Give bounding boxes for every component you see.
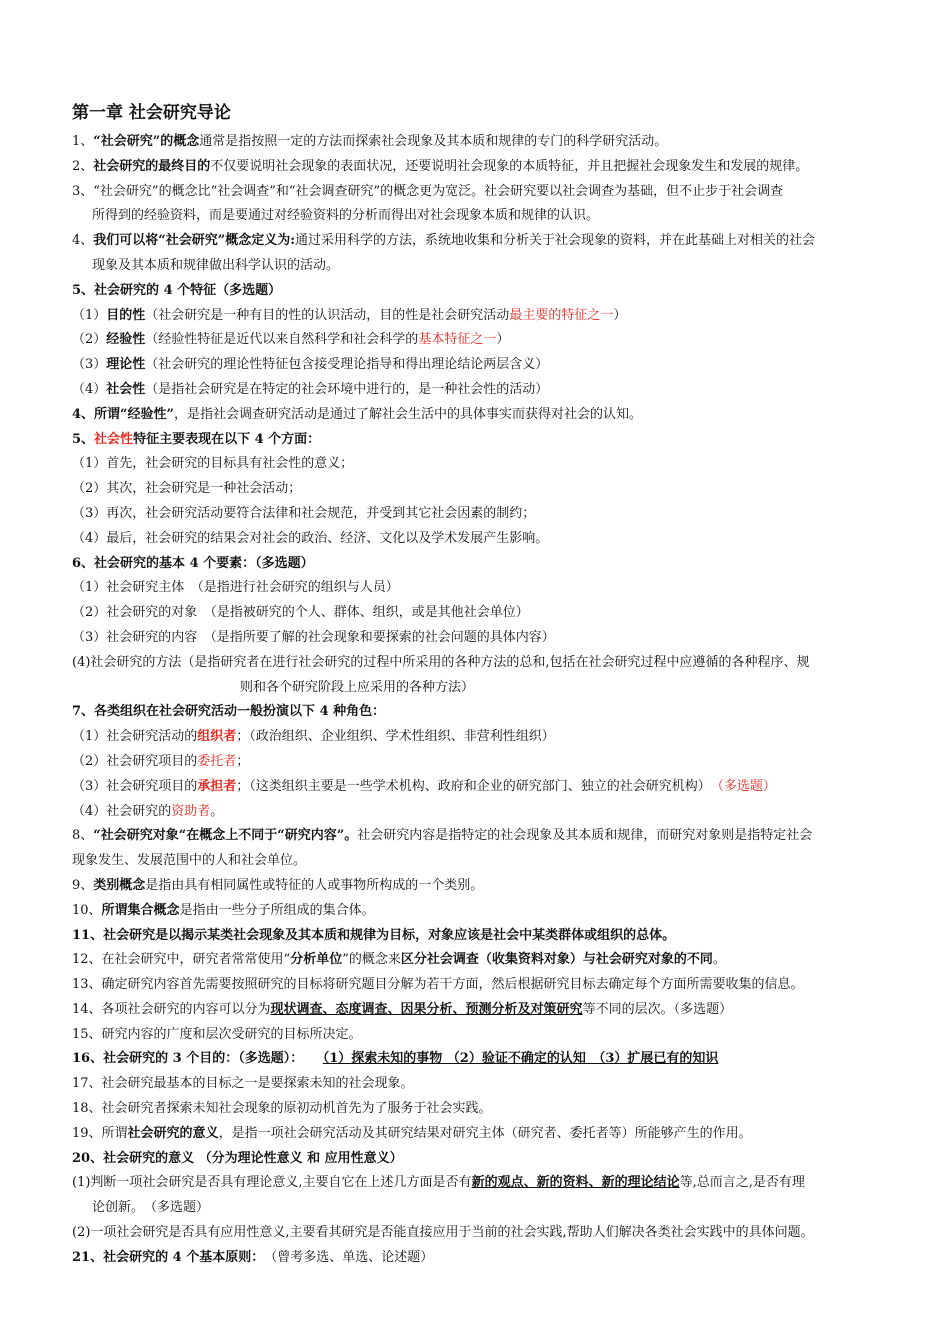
text-span: 7、各类组织在社会研究活动一般扮演以下 4 种角色： — [72, 704, 386, 720]
document-page — [72, 100, 902, 1271]
text-span: 9、 — [72, 877, 94, 893]
text-span: 10、 — [72, 902, 102, 918]
text-line — [72, 626, 902, 651]
text-span: 是指由一些分子所组成的集合体。 — [179, 902, 375, 918]
text-span: ”的概念来 — [342, 952, 401, 968]
text-line — [72, 750, 902, 775]
text-span: 16、社会研究的 3 个目的：（多选题）： — [72, 1051, 297, 1067]
text-line — [72, 279, 902, 304]
document-body — [72, 130, 902, 1271]
text-line — [72, 1221, 902, 1246]
text-span: （是指社会研究是在特定的社会环境中进行的，是一种社会性的活动） — [145, 381, 549, 397]
text-span: （3）社会研究的内容 （是指所要了解的社会现象和要探索的社会问题的具体内容） — [72, 629, 555, 645]
text-span: 社会性 — [94, 431, 134, 447]
text-line — [72, 725, 902, 750]
text-line — [72, 824, 902, 849]
text-line — [72, 452, 902, 477]
text-span: 通常是指按照一定的方法而探索社会现象及其本质和规律的专门的科学研究活动。 — [199, 134, 668, 149]
text-span: 类别概念 — [93, 877, 146, 893]
text-line — [72, 973, 902, 998]
text-span: （2）社会研究项目的 — [72, 753, 198, 769]
text-line — [72, 130, 902, 155]
text-span: 2、 — [72, 158, 94, 174]
text-line — [72, 254, 902, 279]
text-span: （多选题） — [717, 778, 776, 794]
text-span: ） — [496, 332, 510, 348]
text-span: （曾考多选、单选、论述题） — [257, 1249, 434, 1265]
chapter-title: 第一章 社会研究导论 — [72, 103, 231, 123]
text-line — [72, 651, 902, 676]
text-span: 则和各个研究阶段上应采用的各种方法） — [240, 679, 475, 695]
text-span: 组织者 — [197, 729, 237, 745]
text-span: （社会研究是一种有目的性的认识活动，目的性是社会研究活动 — [145, 307, 510, 323]
text-line — [72, 576, 902, 601]
text-line — [72, 1196, 902, 1221]
text-span: （2）社会研究的对象 （是指被研究的个人、群体、组织，或是其他社会单位） — [72, 605, 529, 621]
text-span: 基本特征之一 — [418, 332, 497, 348]
text-span: 通过采用科学的方法，系统地收集和分析关于社会现象的资料，并在此基础上对相关的社会 — [295, 233, 816, 249]
text-line — [72, 676, 902, 701]
text-span: 是指由具有相同属性或特征的人或事物所构成的一个类别。 — [145, 877, 484, 893]
text-span: 最主要的特征之一 — [509, 307, 614, 323]
text-line — [72, 924, 902, 949]
text-span: （4）最后，社会研究的结果会对社会的政治、经济、文化以及学术发展产生影响。 — [72, 530, 549, 546]
text-span: ） — [613, 307, 627, 323]
text-line — [72, 800, 902, 825]
text-line — [72, 849, 902, 874]
text-span: 6、社会研究的基本 4 个要素：（多选题） — [72, 555, 314, 571]
text-line — [72, 899, 902, 924]
text-span: “社会研究对象“在概念上不同于“研究内容”。 — [93, 828, 358, 844]
text-span: (2)一项社会研究是否具有应用性意义,主要看其研究是否能直接应用于当前的社会实践,帮助人们解决各类社会实践中的具体问题。 — [72, 1225, 814, 1241]
text-span: 3、“社会研究”的概念比“社会调查”和“社会调查研究”的概念更为宽泛。社会研究要以社会调查为基础，但不止步于社会调查 — [72, 183, 784, 199]
text-span: 等,总而言之,是否有理 — [679, 1175, 805, 1191]
text-span: 19、所谓 — [72, 1125, 128, 1141]
text-span: 等不同的层次。（多选题） — [582, 1001, 733, 1017]
text-span: （1） — [72, 307, 107, 323]
text-span: 14、各项社会研究的内容可以分为 — [72, 1001, 271, 1017]
text-line — [72, 180, 902, 205]
text-span: ，是指社会调查研究活动是通过了解社会生活中的具体事实而获得对社会的认知。 — [174, 406, 643, 422]
text-line — [72, 1023, 902, 1048]
text-span: 15、研究内容的广度和层次受研究的目标所决定。 — [72, 1026, 362, 1042]
text-span: 特征主要表现在以下 4 个方面： — [133, 431, 321, 447]
text-line — [72, 552, 902, 577]
text-span: 不仅要说明社会现象的表面状况，还要说明社会现象的本质特征，并且把握社会现象发生和发展的规律。 — [210, 158, 809, 174]
text-span: 21、社会研究的 4 个基本原则： — [72, 1249, 258, 1265]
text-span: ；（这类组织主要是一些学术机构、政府和企业的研究部门、独立的社会研究机构） — [236, 778, 718, 794]
text-span: 现状调查、态度调查、因果分析、预测分析及对策研究 — [270, 1001, 583, 1017]
text-line — [72, 1122, 902, 1147]
text-span: 委托者 — [197, 753, 237, 769]
text-line — [72, 1246, 902, 1271]
text-line — [72, 1047, 902, 1072]
text-span: 4、 — [72, 233, 94, 249]
text-span: 经验性 — [106, 332, 146, 348]
text-span: 分析单位 — [290, 952, 343, 968]
text-line — [72, 477, 902, 502]
text-line — [72, 1171, 902, 1196]
text-line — [72, 1097, 902, 1122]
text-span: 理论性 — [106, 357, 146, 373]
text-line — [72, 998, 902, 1023]
text-line — [72, 527, 902, 552]
text-span: 论创新。 （多选题） — [92, 1200, 210, 1216]
text-span: 8、 — [72, 828, 94, 844]
text-span: 社会研究的意义 — [127, 1125, 219, 1141]
text-span: (4)社会研究的方法（是指研究者在进行社会研究的过程中所采用的各种方法的总和,包括在社会研究过程中应遵循的各种程序、规 — [72, 654, 810, 670]
text-span: 目的性 — [106, 307, 146, 323]
text-line — [72, 328, 902, 353]
text-line — [72, 304, 902, 329]
text-span: ，是指一项社会研究活动及其研究结果对研究主体（研究者、委托者等）所能够产生的作用。 — [218, 1125, 752, 1141]
text-span: 新的观点、新的资料、新的理论结论 — [471, 1175, 680, 1191]
text-span: （1）社会研究主体 （是指进行社会研究的组织与人员） — [72, 580, 399, 596]
text-line — [72, 1072, 902, 1097]
text-span: 13、确定研究内容首先需要按照研究的目标将研究题目分解为若干方面，然后根据研究目标去确定每个方面所需要收集的信息。 — [72, 977, 804, 993]
text-span: （3） — [72, 357, 107, 373]
text-span: （4）社会研究的 — [72, 803, 172, 819]
text-line — [72, 700, 902, 725]
text-span: 我们可以将“社会研究”概念定义为: — [93, 233, 296, 249]
text-span: 所谓集合概念 — [101, 902, 180, 918]
text-span: （4） — [72, 381, 107, 397]
text-span: ； — [236, 753, 250, 769]
text-span: 社会研究内容是指特定的社会现象及其本质和规律，而研究对象则是指特定社会 — [357, 828, 813, 844]
text-line — [72, 403, 902, 428]
text-span: 17、社会研究最基本的目标之一是要探索未知的社会现象。 — [72, 1076, 414, 1092]
text-span: 18、社会研究者探索未知社会现象的原初动机首先为了服务于社会实践。 — [72, 1101, 492, 1117]
text-line — [72, 353, 902, 378]
text-line — [72, 378, 902, 403]
text-span: （2）其次，社会研究是一种社会活动； — [72, 481, 302, 497]
text-line — [72, 948, 902, 973]
text-span: 现象及其本质和规律做出科学认识的活动。 — [92, 257, 340, 273]
text-line — [72, 874, 902, 899]
text-span: 。 — [210, 803, 224, 819]
text-line — [72, 601, 902, 626]
text-span: 现象发生、发展范围中的人和社会单位。 — [72, 853, 307, 869]
text-span: 承担者 — [197, 778, 237, 794]
text-line — [72, 204, 902, 229]
text-line — [72, 155, 902, 180]
text-span: 20、社会研究的意义 （分为理论性意义 和 应用性意义） — [72, 1150, 403, 1166]
text-span: ；（政治组织、企业组织、学术性组织、非营利性组织） — [236, 729, 555, 745]
text-span: （3）社会研究项目的 — [72, 778, 198, 794]
text-span: 所得到的经验资料，而是要通过对经验资料的分析而得出对社会现象本质和规律的认识。 — [92, 208, 600, 224]
text-span: 5、 — [72, 431, 95, 447]
text-span: （1）探索未知的事物 （2）验证不确定的认知 （3）扩展已有的知识 — [322, 1051, 719, 1067]
text-line — [72, 428, 902, 453]
text-span: 。 — [712, 952, 726, 968]
text-line — [72, 775, 902, 800]
text-span — [297, 1051, 323, 1066]
text-span: 区分社会调查（收集资料对象）与社会研究对象的不同 — [400, 952, 713, 968]
text-span: （1）社会研究活动的 — [72, 729, 198, 745]
text-span: 1、 — [72, 134, 94, 149]
text-span: （2） — [72, 332, 107, 348]
text-span: 4、所谓“经验性” — [72, 406, 175, 422]
text-span: （3）再次，社会研究活动要符合法律和社会规范，并受到其它社会因素的制约； — [72, 505, 536, 521]
text-span: 社会性 — [106, 381, 146, 397]
text-span: 12、在社会研究中，研究者常常使用“ — [72, 952, 291, 968]
text-span: （社会研究的理论性特征包含接受理论指导和得出理论结论两层含义） — [145, 357, 549, 373]
text-span: 资助者 — [171, 803, 211, 819]
text-span: （1）首先，社会研究的目标具有社会性的意义； — [72, 456, 354, 472]
text-span: “社会研究”的概念 — [93, 134, 200, 149]
text-span: （经验性特征是近代以来自然科学和社会科学的 — [145, 332, 419, 348]
text-span: 11、社会研究是以揭示某类社会现象及其本质和规律为目标，对象应该是社会中某类群体或组织的总体。 — [72, 927, 676, 943]
text-line — [72, 1147, 902, 1172]
text-span: 5、社会研究的 4 个特征（多选题） — [72, 282, 282, 298]
text-line — [72, 229, 902, 254]
text-span: (1)判断一项社会研究是否具有理论意义,主要自它在上述几方面是否有 — [72, 1175, 472, 1191]
text-span: 社会研究的最终目的 — [93, 158, 211, 174]
text-line — [72, 502, 902, 527]
